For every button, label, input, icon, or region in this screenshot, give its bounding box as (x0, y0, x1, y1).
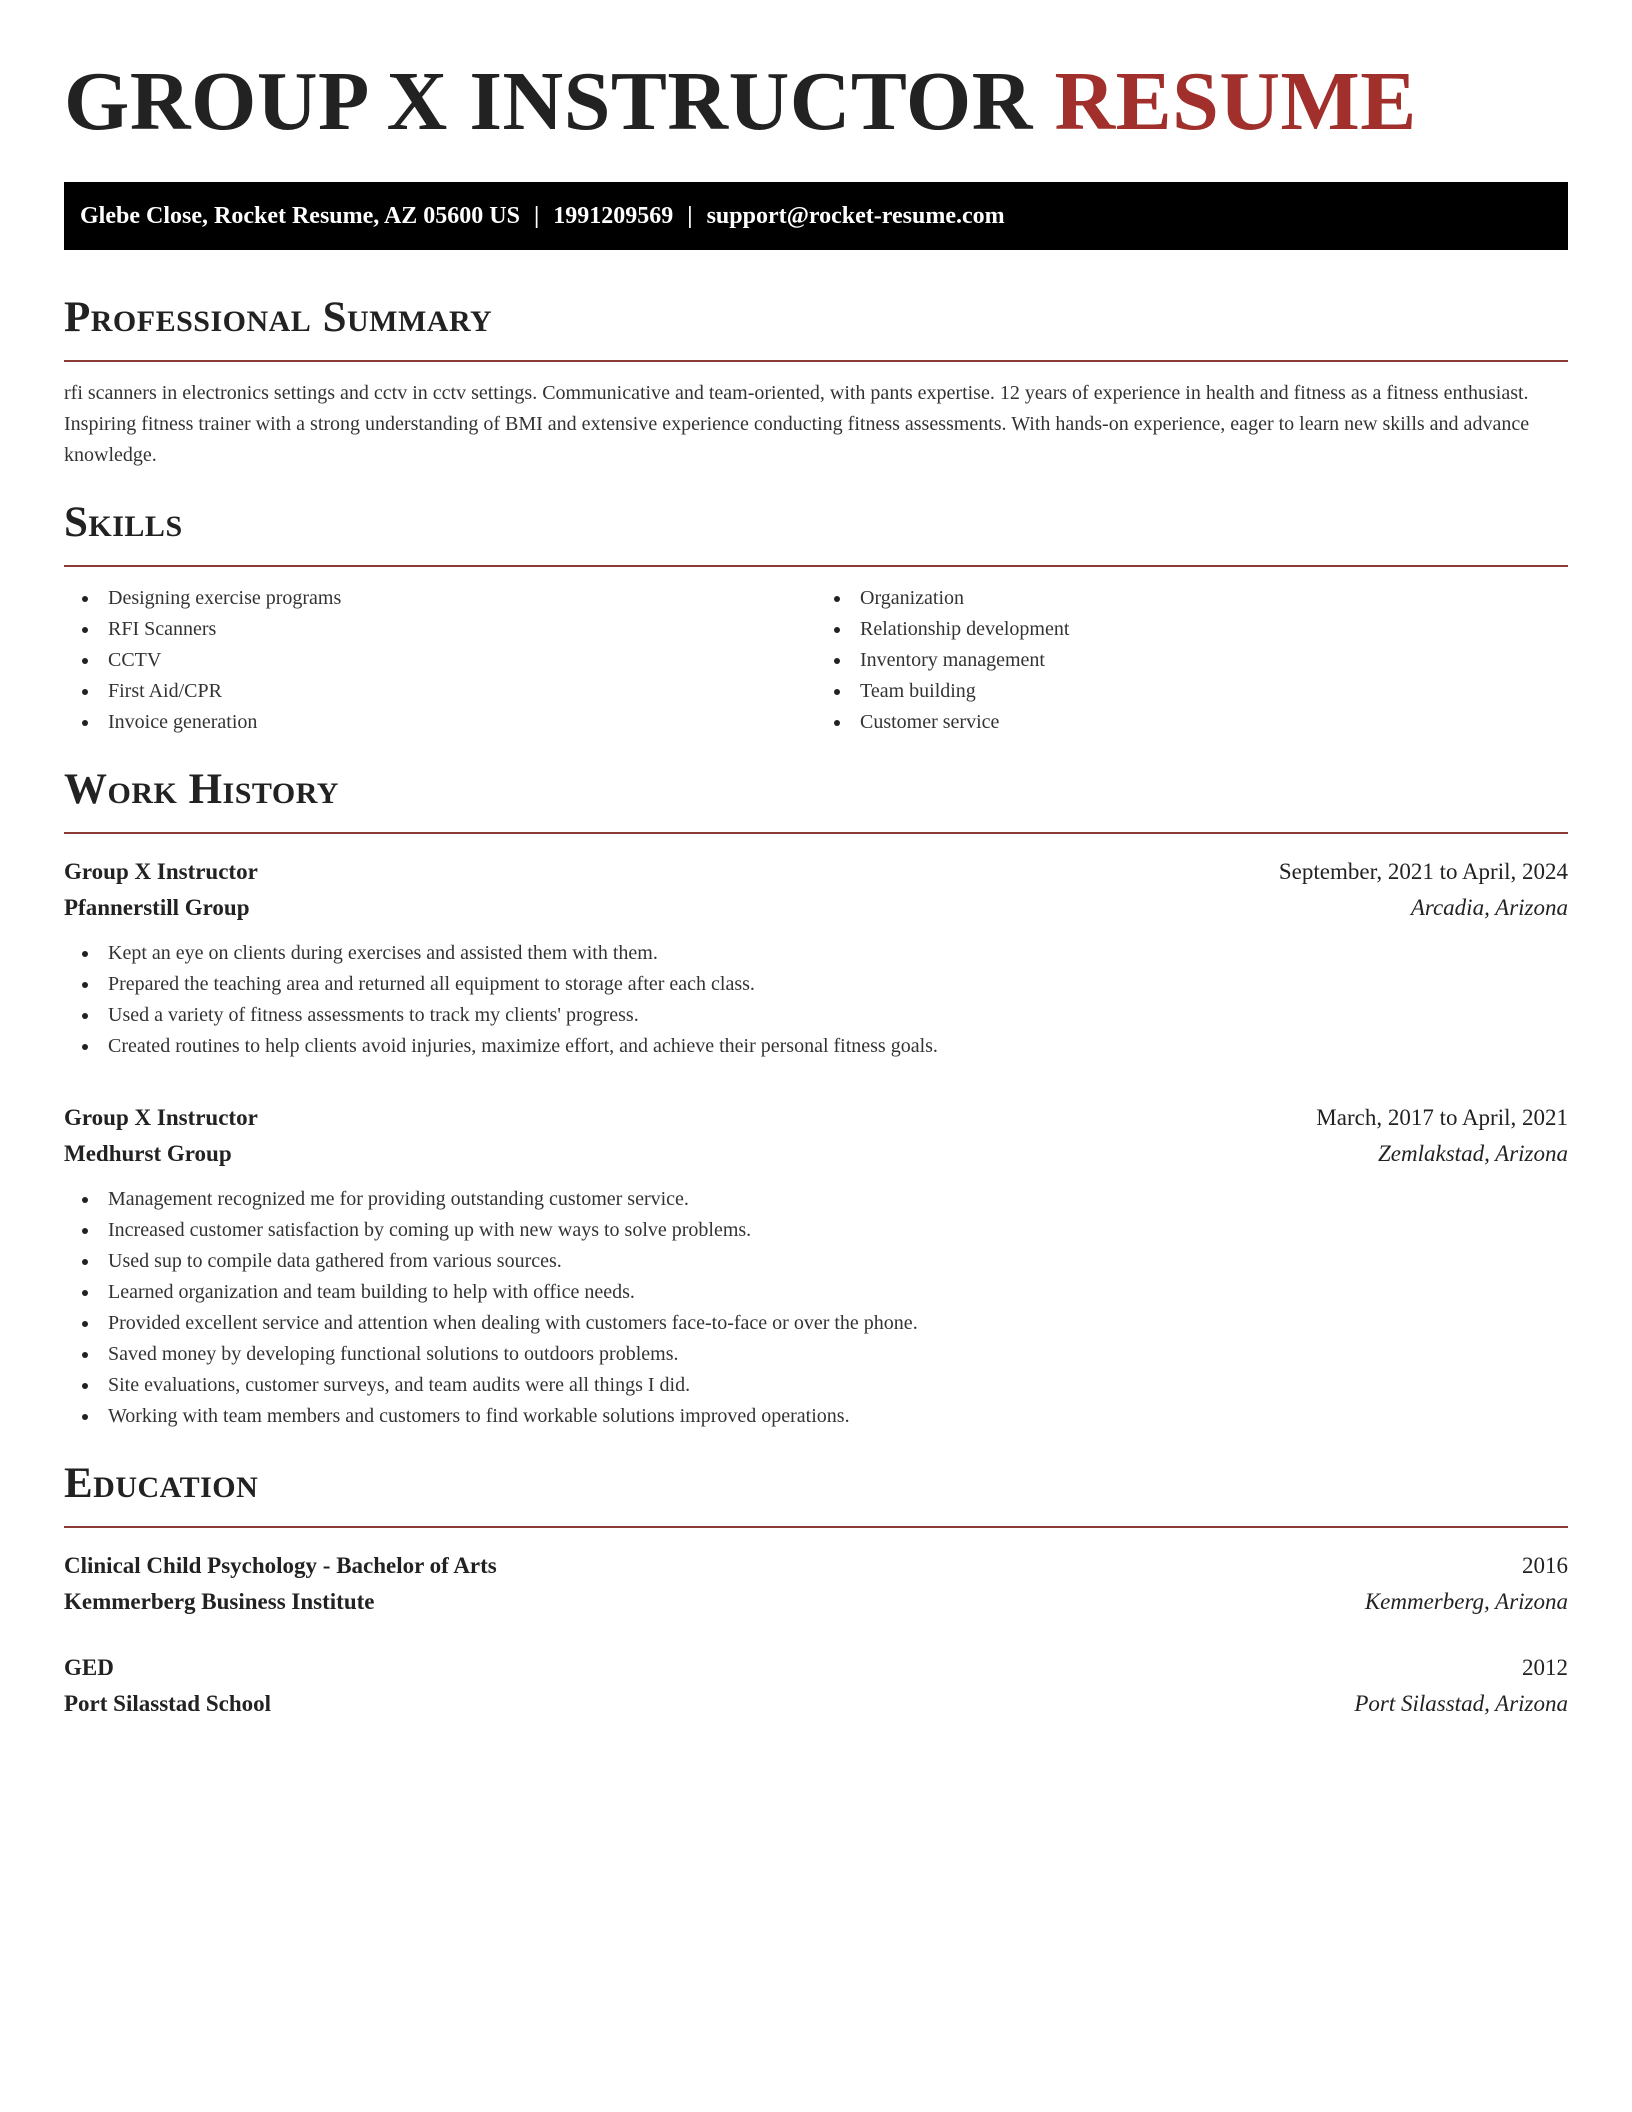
education-school-row (64, 1686, 1568, 1722)
skill-item: Customer service (816, 707, 1568, 738)
education-section (64, 1456, 1568, 1722)
job-company-row (64, 890, 1568, 926)
job-duty-item: Used a variety of fitness assessments to track my clients' progress. (64, 1000, 1568, 1031)
skills-heading: Skills (64, 495, 1568, 567)
job-entry (64, 854, 1568, 1062)
education-year: 2016 (1522, 1553, 1568, 1578)
skill-item: RFI Scanners (64, 614, 816, 645)
resume-title-main: GROUP X INSTRUCTOR (64, 55, 1033, 148)
resume-title-accent: RESUME (1054, 55, 1417, 148)
job-title: Group X Instructor (64, 859, 258, 884)
education-location: Kemmerberg, Arizona (1364, 1589, 1568, 1614)
skill-item: Relationship development (816, 614, 1568, 645)
skills-list-right (816, 583, 1568, 738)
job-company: Medhurst Group (64, 1141, 232, 1166)
work-history-heading: Work History (64, 762, 1568, 834)
education-school: Kemmerberg Business Institute (64, 1589, 375, 1614)
job-company: Pfannerstill Group (64, 895, 250, 920)
contact-address: Glebe Close, Rocket Resume, AZ 05600 US (80, 203, 520, 229)
education-heading: Education (64, 1456, 1568, 1528)
contact-bar (64, 182, 1568, 250)
job-duties-list (64, 1184, 1568, 1432)
job-duty-item: Site evaluations, customer surveys, and team audits were all things I did. (64, 1370, 1568, 1401)
job-header-row (64, 854, 1568, 890)
contact-phone: 1991209569 (553, 203, 674, 229)
resume-title (64, 0, 1568, 152)
skills-column-right (816, 583, 1568, 738)
skill-item: CCTV (64, 645, 816, 676)
summary-heading: Professional Summary (64, 290, 1568, 362)
skills-grid (64, 583, 1568, 738)
contact-separator: | (687, 203, 693, 229)
job-duty-item: Working with team members and customers to find workable solutions improved operations. (64, 1401, 1568, 1432)
contact-separator: | (533, 203, 540, 229)
job-header-row (64, 1100, 1568, 1136)
education-school-row (64, 1584, 1568, 1620)
education-degree-row (64, 1650, 1568, 1686)
job-duty-item: Saved money by developing functional solutions to outdoors problems. (64, 1339, 1568, 1370)
job-title: Group X Instructor (64, 1105, 258, 1130)
job-duties-list (64, 938, 1568, 1062)
skill-item: Inventory management (816, 645, 1568, 676)
education-school: Port Silasstad School (64, 1691, 272, 1716)
education-year: 2012 (1522, 1655, 1568, 1680)
summary-text: rfi scanners in electronics settings and cctv in cctv settings. Communicative and team-oriented, with pants expertise. 12 years of experience in health and fitness as a fitness enthusiast. Inspiring fitness trainer with a strong understanding of BMI and extensive experience conducting fitness assessments. With hands-on experience, eager to learn new skills and advance knowledge. (64, 382, 1530, 466)
summary-section (64, 290, 1568, 471)
education-entry (64, 1650, 1568, 1722)
contact-email: support@rocket-resume.com (706, 203, 1005, 229)
skills-column-left (64, 583, 816, 738)
skill-item: Designing exercise programs (64, 583, 816, 614)
job-location: Zemlakstad, Arizona (1378, 1141, 1568, 1166)
skills-list-left (64, 583, 816, 738)
skills-section (64, 495, 1568, 738)
skill-item: Invoice generation (64, 707, 816, 738)
education-degree: GED (64, 1655, 114, 1680)
job-duty-item: Learned organization and team building to help with office needs. (64, 1277, 1568, 1308)
job-company-row (64, 1136, 1568, 1172)
education-degree-row (64, 1548, 1568, 1584)
job-duty-item: Kept an eye on clients during exercises and assisted them with them. (64, 938, 1568, 969)
skill-item: First Aid/CPR (64, 676, 816, 707)
job-entry (64, 1100, 1568, 1432)
job-dates: September, 2021 to April, 2024 (1278, 859, 1568, 884)
job-dates: March, 2017 to April, 2021 (1316, 1105, 1568, 1130)
job-duty-item: Increased customer satisfaction by coming up with new ways to solve problems. (64, 1215, 1568, 1246)
education-entry (64, 1548, 1568, 1620)
work-history-section (64, 762, 1568, 1432)
skill-item: Team building (816, 676, 1568, 707)
job-duty-item: Created routines to help clients avoid injuries, maximize effort, and achieve their personal fitness goals. (64, 1031, 1568, 1062)
job-location: Arcadia, Arizona (1410, 895, 1568, 920)
job-duty-item: Provided excellent service and attention when dealing with customers face-to-face or over the phone. (64, 1308, 1568, 1339)
job-duty-item: Prepared the teaching area and returned all equipment to storage after each class. (64, 969, 1568, 1000)
education-degree: Clinical Child Psychology - Bachelor of Arts (64, 1553, 497, 1578)
job-duty-item: Used sup to compile data gathered from various sources. (64, 1246, 1568, 1277)
job-duty-item: Management recognized me for providing outstanding customer service. (64, 1184, 1568, 1215)
education-location: Port Silasstad, Arizona (1354, 1691, 1568, 1716)
skill-item: Organization (816, 583, 1568, 614)
